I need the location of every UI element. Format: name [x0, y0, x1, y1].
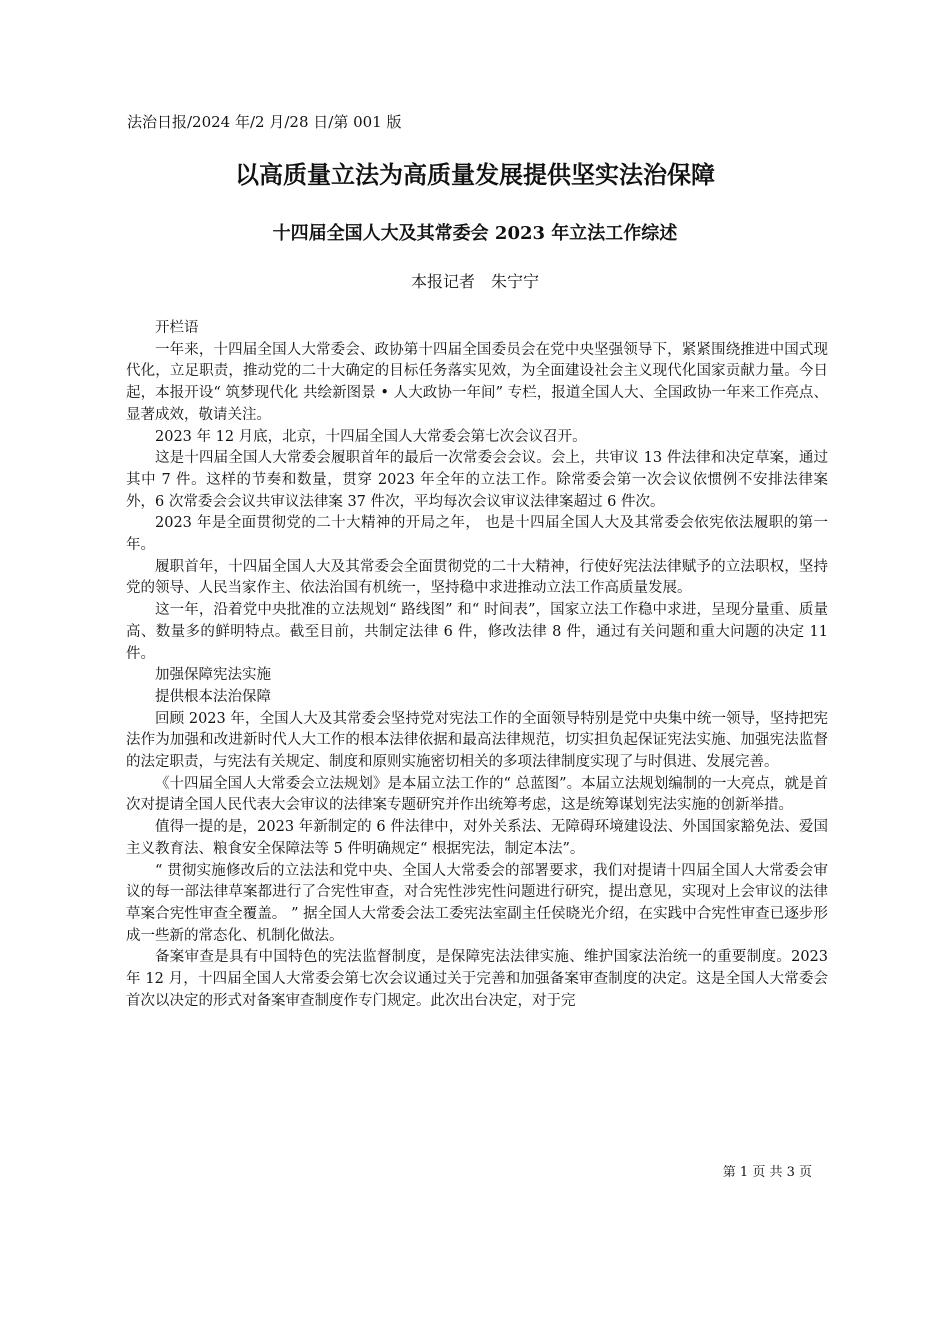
paragraph: “ 贯彻实施修改后的立法法和党中央、全国人大常委会的部署要求，我们对提请十四届全国人大常委会审议的每一部法律草案都进行了合宪性审查，对合宪性涉宪性问题进行研究，提出意见，实现对上会审议的法律草案合宪性审查全覆盖。 ” 据全国人大常委会法工委宪法室副主任侯晓光介绍，在实践中合宪性审查已逐步形成一些新的常态化、机制化做法。 [126, 862, 828, 944]
paragraph-column-intro: 开栏语 [155, 320, 199, 336]
article-title: 以高质量立法为高质量发展提供坚实法治保障 [235, 160, 715, 189]
paragraph: 值得一提的是，2023 年新制定的 6 件法律中，对外关系法、无障碍环境建设法、外国国家豁免法、爱国主义教育法、粮食安全保障法等 5 件明确规定“ 根据宪法，制定本法”。 [126, 819, 828, 857]
article-subtitle: 十四届全国人大及其常委会 2023 年立法工作综述 [272, 223, 678, 244]
paragraph: 一年来，十四届全国人大常委会、政协第十四届全国委员会在党中央坚强领导下，紧紧围绕推进中国式现代化，立足职责，推动党的二十大确定的目标任务落实见效，为全面建设社会主义现代化国家贡献力量。今日起，本报开设“ 筑梦现代化 共绘新图景 • 人大政协一年间” 专栏，报道全国人大、全国政协一年来工作亮点、显著成效，敬请关注。 [126, 341, 828, 423]
paragraph: 备案审查是具有中国特色的宪法监督制度，是保障宪法法律实施、维护国家法治统一的重要制度。2023 年 12 月，十四届全国人大常委会第七次会议通过关于完善和加强备案审查制度的决定。这是全国人大常委会首次以决定的形式对备案审查制度作专门规定。此次出台决定，对于完 [126, 949, 828, 1009]
source-line: 法治日报/2024 年/2 月/28 日/第 001 版 [127, 113, 402, 131]
section-heading: 提供根本法治保障 [155, 688, 271, 705]
paragraph: 履职首年，十四届全国人大及其常委会全面贯彻党的二十大精神，行使好宪法法律赋予的立法职权，坚持党的领导、人民当家作主、依法治国有机统一，坚持稳中求进推动立法工作高质量发展。 [126, 558, 828, 597]
paragraph: 这一年，沿着党中央批准的立法规划“ 路线图” 和“ 时间表”，国家立法工作稳中求进，呈现分量重、质量高、数量多的鲜明特点。截至目前，共制定法律 6 件，修改法律 8 件，通过有关问题和重大问题的决定 11 件。 [126, 602, 828, 662]
section-heading: 加强保障宪法实施 [155, 667, 271, 684]
page-number: 第 1 页 共 3 页 [722, 1165, 812, 1180]
paragraph: 2023 年 12 月底，北京，十四届全国人大常委会第七次会议召开。 [155, 428, 587, 445]
byline: 本报记者 朱宁宁 [410, 272, 539, 291]
paragraph: 这是十四届全国人大常委会履职首年的最后一次常委会会议。会上，共审议 13 件法律和决定草案，通过其中 7 件。这样的节奏和数量，贯穿 2023 年全年的立法工作。除常委会第一次会议依惯例不安排法律案外，6 次常委会会议共审议法律案 37 件次，平均每次会议审议法律案超过 6 件次。 [126, 450, 828, 510]
paragraph: 《十四届全国人大常委会立法规划》是本届立法工作的“ 总蓝图”。本届立法规划编制的一大亮点，就是首次对提请全国人民代表大会审议的法律案专题研究并作出统筹考虑，这是统筹谋划宪法实施的创新举措。 [126, 775, 828, 814]
paragraph: 2023 年是全面贯彻党的二十大精神的开局之年， 也是十四届全国人大及其常委会依宪依法履职的第一年。 [126, 515, 828, 554]
paragraph: 回顾 2023 年，全国人大及其常委会坚持党对宪法工作的全面领导特别是党中央集中统一领导，坚持把宪法作为加强和改进新时代人大工作的根本法律依据和最高法律规范，切实担负起保证宪法实施、加强宪法监督的法定职责，与宪法有关规定、制度和原则实施密切相关的多项法律制度实现了与时俱进、发展完善。 [126, 710, 828, 771]
article-body [126, 318, 828, 1013]
